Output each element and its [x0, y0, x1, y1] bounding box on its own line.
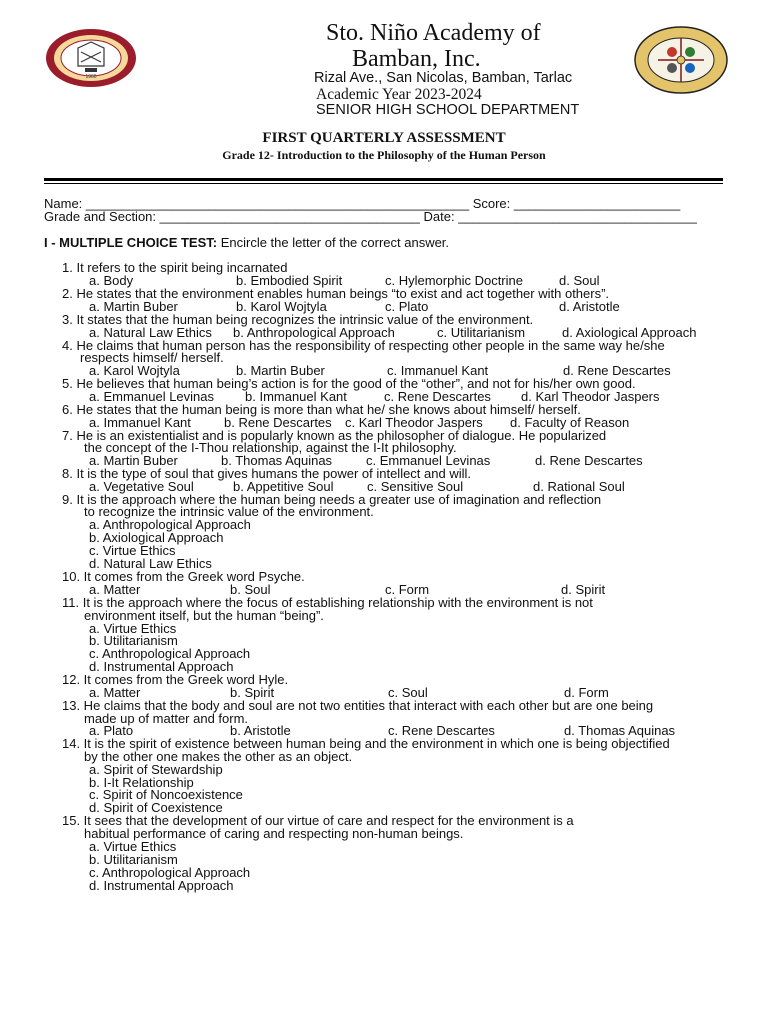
question-text: 10. It comes from the Greek word Psyche.	[62, 569, 305, 584]
choice[interactable]: a. Vegetative Soul	[89, 479, 194, 494]
question-text: 14. It is the spirit of existence between human being and the environment in which one is being objectified	[62, 736, 670, 751]
choice[interactable]: b. Thomas Aquinas	[221, 453, 333, 468]
choice[interactable]: a. Emmanuel Levinas	[89, 389, 215, 404]
question-text: 3. It states that the human being recognizes the intrinsic value of the environment.	[62, 312, 534, 327]
choice[interactable]: d. Axiological Approach	[562, 325, 697, 340]
choice[interactable]: b. Axiological Approach	[89, 530, 224, 545]
choice[interactable]: d. Instrumental Approach	[89, 659, 234, 674]
choice[interactable]: d. Karl Theodor Jaspers	[521, 389, 660, 404]
choice[interactable]: a. Matter	[89, 685, 141, 700]
choice[interactable]: b. Martin Buber	[236, 363, 325, 378]
choice[interactable]: b. Utilitarianism	[89, 633, 178, 648]
choice[interactable]: b. Soul	[230, 582, 271, 597]
choice[interactable]: a. Karol Wojtyla	[89, 363, 180, 378]
question-text: 9. It is the approach where the human being needs a greater use of imagination and reflection	[62, 492, 602, 507]
choice[interactable]: c. Rene Descartes	[384, 389, 491, 404]
choice[interactable]: b. Karol Wojtyla	[236, 299, 327, 314]
name-score-field[interactable]: Name: _____________________________________________________ Score: _______________________	[44, 196, 681, 211]
choice[interactable]: d. Spirit of Coexistence	[89, 800, 223, 815]
choice[interactable]: d. Instrumental Approach	[89, 878, 234, 893]
choice[interactable]: b. I-It Relationship	[89, 775, 194, 790]
choice[interactable]: b. Spirit	[230, 685, 275, 700]
grade-date-field[interactable]: Grade and Section: ____________________________________ Date: _________________________________	[44, 209, 697, 224]
question-text: 11. It is the approach where the focus of establishing relationship with the environment is not	[62, 595, 593, 610]
choice[interactable]: a. Matter	[89, 582, 141, 597]
question-text: 5. He believes that human being’s action is for the good of the “other”, and not for his/her own good.	[62, 376, 636, 391]
academic-year: Academic Year 2023-2024	[316, 86, 482, 103]
school-seal-left-logo	[45, 28, 137, 88]
question-text: 4. He claims that human person has the responsibility of respecting other people in the same way he/she	[62, 338, 665, 353]
section-label: I - MULTIPLE CHOICE TEST:	[44, 235, 218, 250]
choice[interactable]: c. Sensitive Soul	[367, 479, 464, 494]
question-text: 7. He is an existentialist and is popularly known as the philosopher of dialogue. He popularized	[62, 428, 607, 443]
choice[interactable]: c. Soul	[388, 685, 428, 700]
choice[interactable]: d. Aristotle	[559, 299, 620, 314]
choice[interactable]: c. Form	[385, 582, 430, 597]
choice[interactable]: a. Martin Buber	[89, 453, 178, 468]
choice[interactable]: b. Rene Descartes	[224, 415, 332, 430]
choice[interactable]: d. Natural Law Ethics	[89, 556, 212, 571]
header-divider-thick	[44, 178, 723, 181]
choice[interactable]: d. Soul	[559, 273, 600, 288]
school-name-line1: Sto. Niño Academy of	[326, 20, 541, 46]
question-text: 15. It sees that the development of our virtue of care and respect for the environment is a	[62, 813, 574, 828]
choice[interactable]: c. Anthropological Approach	[89, 865, 251, 880]
choice[interactable]: a. Virtue Ethics	[89, 839, 177, 854]
question-text: 1. It refers to the spirit being incarnated	[62, 260, 288, 275]
choice[interactable]: b. Anthropological Approach	[233, 325, 395, 340]
choice[interactable]: d. Spirit	[561, 582, 606, 597]
section-heading	[44, 235, 449, 250]
choice[interactable]: c. Anthropological Approach	[89, 646, 251, 661]
choice[interactable]: d. Thomas Aquinas	[564, 723, 676, 738]
choice[interactable]: a. Body	[89, 273, 134, 288]
question-text-cont: habitual performance of caring and respecting non-human beings.	[84, 826, 464, 841]
choice[interactable]: b. Immanuel Kant	[245, 389, 347, 404]
assessment-title: FIRST QUARTERLY ASSESSMENT	[262, 130, 506, 146]
question-text: 6. He states that the human being is more than what he/ she knows about himself/ herself.	[62, 402, 581, 417]
choice[interactable]: b. Appetitive Soul	[233, 479, 334, 494]
left-logo-year: 1966	[85, 74, 97, 80]
choice[interactable]: a. Plato	[89, 723, 134, 738]
choice[interactable]: c. Utilitarianism	[437, 325, 526, 340]
section-instruction: Encircle the letter of the correct answer.	[217, 235, 450, 250]
question-text-cont: to recognize the intrinsic value of the environment.	[84, 504, 374, 519]
choice[interactable]: b. Aristotle	[230, 723, 291, 738]
assessment-subject: Grade 12- Introduction to the Philosophy of the Human Person	[222, 148, 546, 162]
choice[interactable]: d. Faculty of Reason	[510, 415, 630, 430]
choice[interactable]: c. Spirit of Noncoexistence	[89, 787, 243, 802]
choice[interactable]: c. Virtue Ethics	[89, 543, 176, 558]
choice[interactable]: c. Plato	[385, 299, 429, 314]
choice[interactable]: a. Martin Buber	[89, 299, 178, 314]
department-name: SENIOR HIGH SCHOOL DEPARTMENT	[316, 102, 580, 118]
choice[interactable]: c. Immanuel Kant	[387, 363, 489, 378]
header-divider-thin	[44, 183, 723, 184]
school-address: Rizal Ave., San Nicolas, Bamban, Tarlac	[314, 70, 573, 86]
school-name-line2: Bamban, Inc.	[352, 46, 481, 72]
choice[interactable]: d. Form	[564, 685, 609, 700]
question-text: 13. He claims that the body and soul are not two entities that interact with each other but are one being	[62, 698, 654, 713]
choice[interactable]: b. Embodied Spirit	[236, 273, 343, 288]
choice[interactable]: a. Anthropological Approach	[89, 517, 251, 532]
choice[interactable]: a. Immanuel Kant	[89, 415, 191, 430]
choice[interactable]: d. Rene Descartes	[563, 363, 671, 378]
question-text-cont: made up of matter and form.	[84, 711, 249, 726]
question-text: 2. He states that the environment enables human beings “to exist and act together with others”.	[62, 286, 610, 301]
choice[interactable]: c. Hylemorphic Doctrine	[385, 273, 523, 288]
question-text-cont: respects himself/ herself.	[80, 350, 224, 365]
choice[interactable]: c. Karl Theodor Jaspers	[345, 415, 483, 430]
choice[interactable]: c. Rene Descartes	[388, 723, 495, 738]
choice[interactable]: d. Rational Soul	[533, 479, 625, 494]
question-text-cont: the concept of the I-Thou relationship, against the I-It philosophy.	[84, 440, 457, 455]
question-text: 8. It is the type of soul that gives humans the power of intellect and will.	[62, 466, 471, 481]
senior-high-seal-right-logo	[634, 26, 728, 94]
question-text-cont: environment itself, but the human “being”.	[84, 608, 324, 623]
question-text: 12. It comes from the Greek word Hyle.	[62, 672, 289, 687]
choice[interactable]: c. Emmanuel Levinas	[366, 453, 491, 468]
choice[interactable]: d. Rene Descartes	[535, 453, 643, 468]
choice[interactable]: a. Spirit of Stewardship	[89, 762, 223, 777]
choice[interactable]: a. Natural Law Ethics	[89, 325, 212, 340]
choice[interactable]: a. Virtue Ethics	[89, 621, 177, 636]
question-text-cont: by the other one makes the other as an object.	[84, 749, 353, 764]
choice[interactable]: b. Utilitarianism	[89, 852, 178, 867]
